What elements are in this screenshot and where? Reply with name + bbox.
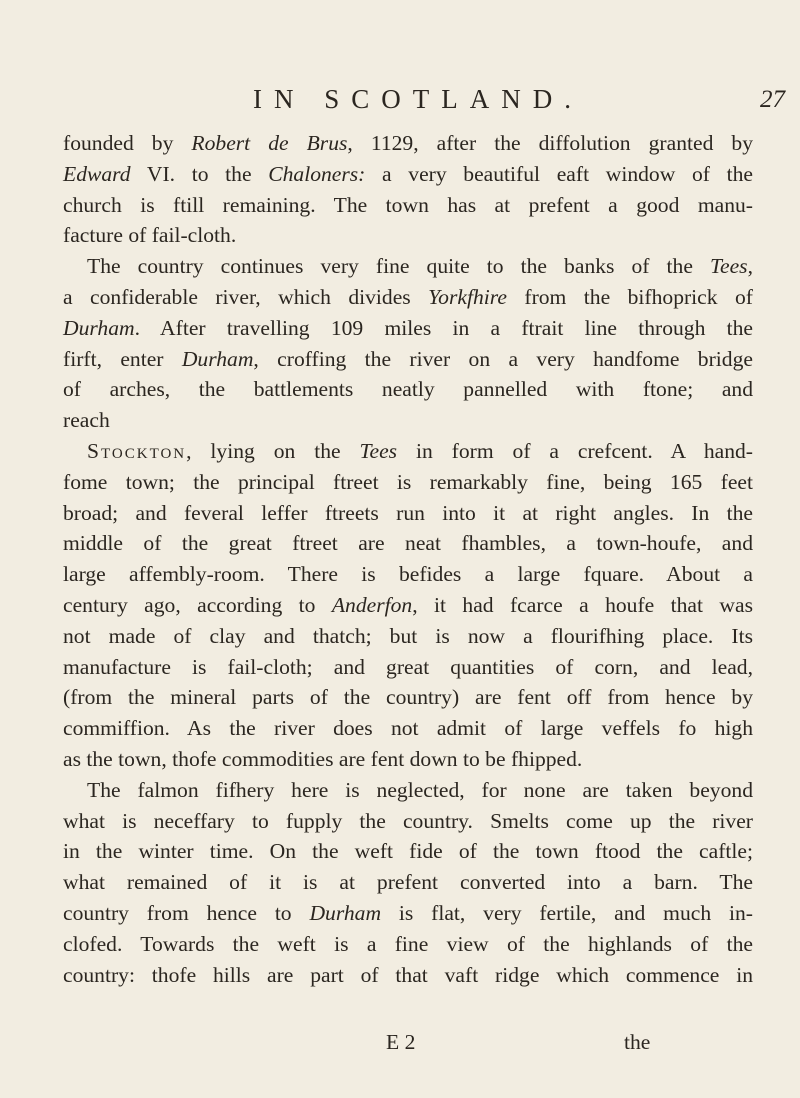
text-segment: is flat, very fertile, and much in- [381,900,753,925]
text-segment: not made of clay and thatch; but is now a flourifhing place. Its [63,623,753,648]
text-line [63,467,753,498]
text-line [63,128,753,159]
text-segment: . After travelling 109 miles in a ftrait line through the [134,315,753,340]
text-line [63,621,753,652]
text-segment: founded by [63,131,192,155]
text-line [63,898,753,929]
text-line [63,159,753,190]
text-line [63,867,753,898]
text-segment: a confiderable river, which divides [63,284,429,309]
text-segment: The country continues very fine quite to the banks of the [87,254,710,279]
text-segment: , it had fcarce a houfe that was [412,592,753,617]
italic-text: Tees [359,438,398,463]
text-segment: (from the mineral parts of the country) are fent off from hence by [63,685,753,710]
italic-text: Durham [309,900,382,925]
text-line [63,251,753,282]
text-line [63,744,753,775]
text-segment: reach [63,408,110,433]
page-number: 27 [760,86,785,113]
italic-text: Chaloners: [268,161,366,186]
text-segment: clofed. Towards the weft is a fine view of the highlands of the [63,931,753,956]
text-segment: of arches, the battlements neatly pannelled with ftone; and [63,377,753,402]
text-segment: , lying on the [186,438,360,463]
italic-text: Yorkfhire [428,284,507,309]
text-line [63,436,753,467]
text-segment: what remained of it is at prefent converted into a barn. The [63,870,753,895]
text-segment: firft, enter [63,346,182,371]
text-segment: in form of a crefcent. A hand- [397,438,753,463]
italic-text: Tees [709,254,748,279]
text-segment: broad; and feveral leffer ftreets run into it at right angles. In the [63,500,753,525]
text-line [63,960,753,991]
signature-mark: E 2 [386,1030,416,1054]
text-segment: country from hence to [63,900,310,925]
text-line [63,405,753,436]
text-segment: what is neceffary to fupply the country. Smelts come up the river [63,808,753,833]
text-line [63,929,753,960]
small-caps-text: Stockton [87,438,187,463]
text-line [63,313,753,344]
text-line [63,559,753,590]
text-line [63,344,753,375]
text-segment: middle of the great ftreet are neat fhambles, a town-houfe, and [63,531,753,556]
text-line [63,806,753,837]
text-segment: fome town; the principal ftreet is remarkably fine, being 165 feet [63,469,753,494]
text-segment: century ago, according to [63,592,332,617]
body-text [63,128,753,990]
text-line [63,590,753,621]
text-line [63,374,753,405]
text-segment: church is ftill remaining. The town has at prefent a good manu- [63,192,753,217]
text-segment: a very beautiful eaft window of the [365,161,753,186]
text-segment: as the town, thofe commodities are fent down to be fhipped. [63,746,583,771]
text-segment: large affembly-room. There is befides a large fquare. About a [63,562,753,587]
page-footer [0,1030,800,1062]
text-segment: The falmon fifhery here is neglected, for none are taken beyond [87,777,753,802]
running-head: IN SCOTLAND. [253,84,583,114]
text-line [63,190,753,221]
text-line [63,220,753,251]
italic-text: Durham [181,346,254,371]
text-line [63,652,753,683]
text-line [63,528,753,559]
text-segment: , croffing the river on a very handfome bridge [253,346,753,371]
italic-text: Robert de Brus [191,131,348,155]
text-line [63,836,753,867]
catchword: the [624,1030,651,1054]
text-segment: , 1129, after the diffolution granted by [347,131,753,155]
italic-text: Durham [63,315,135,340]
text-segment: , [747,254,753,279]
italic-text: Anderfon [331,592,413,617]
text-segment: VI. to the [130,161,269,186]
text-segment: in the winter time. On the weft fide of the town ftood the caftle; [63,839,753,864]
text-segment: from the bifhoprick of [506,284,753,309]
text-segment: country: thofe hills are part of that vaft ridge which commence in [63,962,753,987]
italic-text: Edward [63,161,131,186]
text-line [63,775,753,806]
text-segment: facture of fail-cloth. [63,223,237,248]
text-line [63,498,753,529]
page-header [0,84,800,124]
text-segment: commiffion. As the river does not admit of large veffels fo high [63,716,753,741]
text-line [63,282,753,313]
text-segment: manufacture is fail-cloth; and great quantities of corn, and lead, [63,654,753,679]
text-line [63,682,753,713]
text-line [63,713,753,744]
